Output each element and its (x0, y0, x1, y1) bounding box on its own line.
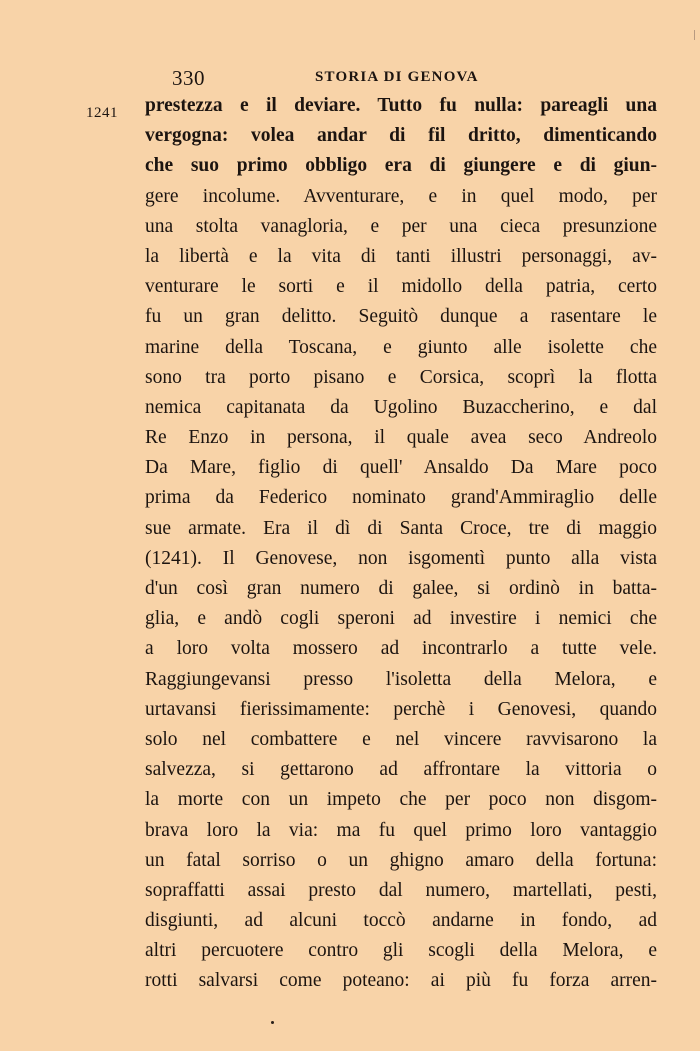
text-line: solo nel combattere e nel vincere ravvisarono la (145, 728, 657, 750)
text-line: Raggiungevansi presso l'isoletta della Melora, e (145, 668, 657, 690)
text-line: un fatal sorriso o un ghigno amaro della fortuna: (145, 849, 657, 871)
print-speck (271, 1021, 274, 1024)
text-line: (1241). Il Genovese, non isgomentì punto alla vista (145, 547, 657, 569)
text-line: gere incolume. Avventurare, e in quel modo, per (145, 185, 657, 207)
text-line: marine della Toscana, e giunto alle isolette che (145, 336, 657, 358)
text-line: a loro volta mossero ad incontrarlo a tutte vele. (145, 638, 657, 660)
text-line: Da Mare, figlio di quell' Ansaldo Da Mare poco (145, 457, 657, 479)
text-line: prima da Federico nominato grand'Ammiraglio delle (145, 487, 657, 509)
text-line: rotti salvarsi come poteano: ai più fu forza arren- (145, 970, 657, 992)
text-line: disgiunti, ad alcuni toccò andarne in fondo, ad (145, 910, 657, 932)
text-line: Re Enzo in persona, il quale avea seco Andreolo (145, 427, 657, 449)
text-line: una stolta vanagloria, e per una cieca presunzione (145, 215, 657, 237)
running-title: STORIA DI GENOVA (315, 69, 479, 85)
text-line: la morte con un impeto che per poco non disgom- (145, 789, 657, 811)
text-line: venturare le sorti e il midollo della patria, certo (145, 276, 657, 298)
text-line: prestezza e il deviare. Tutto fu nulla: pareagli una (145, 95, 657, 116)
text-line: fu un gran delitto. Seguitò dunque a rasentare le (145, 306, 657, 328)
text-line: sue armate. Era il dì di Santa Croce, tre di maggio (145, 517, 657, 539)
text-line: salvezza, si gettarono ad affrontare la vittoria o (145, 759, 657, 781)
body-text (145, 91, 657, 997)
text-line: urtavansi fierissimamente: perchè i Genovesi, quando (145, 698, 657, 720)
text-line: altri percuotere contro gli scogli della Melora, e (145, 940, 657, 962)
text-line: sono tra porto pisano e Corsica, scoprì la flotta (145, 366, 657, 388)
text-line: brava loro la via: ma fu quel primo loro vantaggio (145, 819, 657, 841)
page-edge-mark (694, 30, 695, 40)
text-line: glia, e andò cogli speroni ad investire i nemici che (145, 608, 657, 630)
page-number: 330 (172, 66, 205, 90)
text-line: d'un così gran numero di galee, si ordinò in batta- (145, 578, 657, 599)
text-line: vergogna: volea andar di fil dritto, dimenticando (145, 125, 657, 147)
text-line: la libertà e la vita di tanti illustri personaggi, av- (145, 245, 657, 267)
margin-year-note: 1241 (86, 105, 118, 121)
text-line: che suo primo obbligo era di giungere e di giun- (145, 155, 657, 177)
text-line: nemica capitanata da Ugolino Buzaccherino, e dal (145, 396, 657, 418)
text-line: sopraffatti assai presto dal numero, martellati, pesti, (145, 879, 657, 901)
